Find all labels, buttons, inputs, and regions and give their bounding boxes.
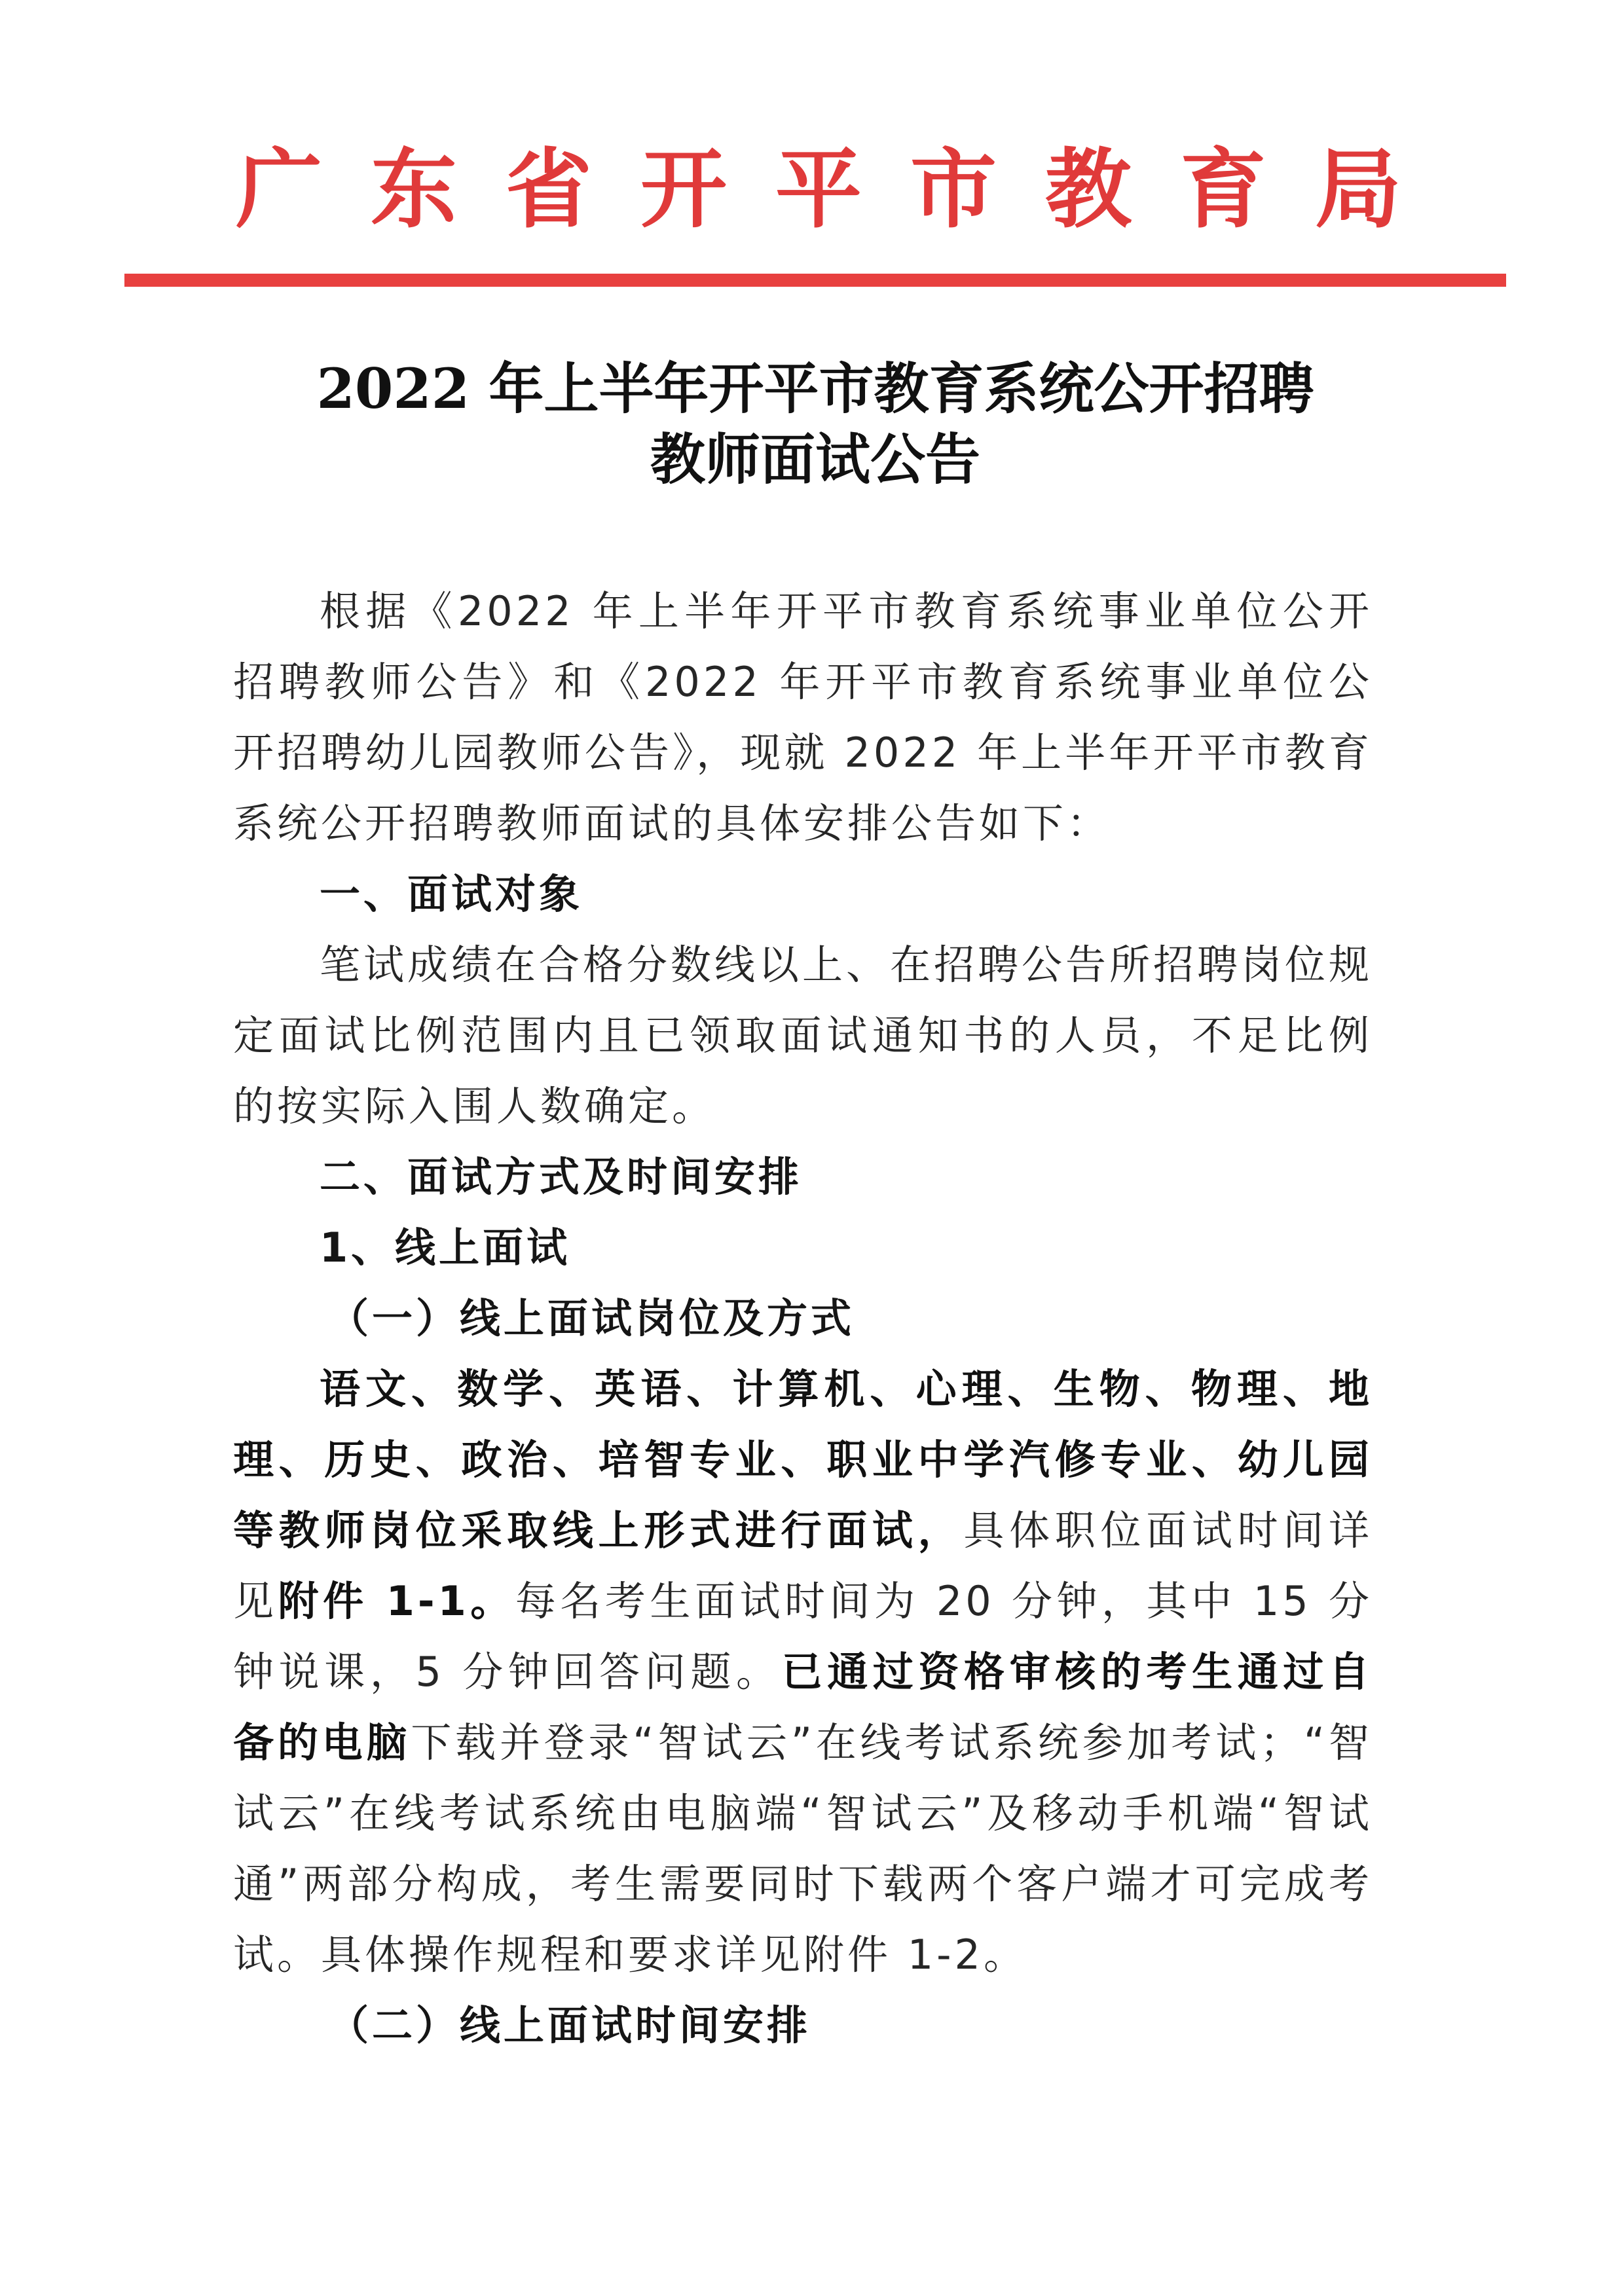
- document-title: [124, 354, 1506, 495]
- org-char: 省: [506, 139, 592, 240]
- duration-text: 每名考生面试时间为 20 分钟，其中 15 分钟说课，5 分钟回答问题。: [233, 1577, 1373, 1696]
- subsection-online-interview: 1、线上面试: [320, 1224, 571, 1271]
- system-instructions-text: 下载并登录“智试云”在线考试系统参加考试；“智试云”在线考试系统由电脑端“智试云”及移动手机端“智试通”两部分构成，考生需要同时下载两个客户端才可完成考试。具体操作规程和要求详见附件 1-2。: [233, 1719, 1373, 1978]
- title-line-1: 2022 年上半年开平市教育系统公开招聘: [316, 356, 1314, 421]
- org-char: 东: [371, 139, 457, 240]
- org-char: 广: [236, 139, 322, 240]
- org-char: 教: [1045, 139, 1132, 240]
- online-interview-paragraph: [233, 1354, 1373, 1990]
- section-1-heading: 一、面试对象: [320, 870, 583, 918]
- intro-paragraph: 根据《2022 年上半年开平市教育系统事业单位公开招聘教师公告》和《2022 年开平市教育系统事业单位公开招聘幼儿园教师公告》，现就 2022 年上半年开平市教育系统公开招聘教师面试的具体安排公告如下：: [233, 587, 1373, 847]
- attachment-reference: 附件 1-1。: [278, 1577, 515, 1625]
- title-line-2: 教师面试公告: [650, 427, 980, 492]
- subsection-online-schedule: （二）线上面试时间安排: [328, 2001, 811, 2049]
- issuing-organization-header: [236, 137, 1401, 242]
- document-body: [233, 576, 1373, 2061]
- bold-device-text: 已通过资格审核的考生通过自备的电脑: [233, 1648, 1373, 1766]
- header-divider: [124, 274, 1506, 287]
- org-char: 平: [775, 139, 862, 240]
- schedule-reference-text: 具体职位面试时间详见: [233, 1506, 1373, 1625]
- subsection-online-positions: （一）线上面试岗位及方式: [328, 1294, 855, 1342]
- section-1-paragraph: 笔试成绩在合格分数线以上、在招聘公告所招聘岗位规定面试比例范围内且已领取面试通知书的人员，不足比例的按实际入围人数确定。: [233, 941, 1373, 1130]
- bold-positions-text: 语文、数学、英语、计算机、心理、生物、物理、地理、历史、政治、培智专业、职业中学汽修专业、幼儿园等教师岗位采取线上形式进行面试，: [233, 1365, 1373, 1554]
- org-char: 育: [1180, 139, 1266, 240]
- org-char: 开: [640, 139, 727, 240]
- section-2-heading: 二、面试方式及时间安排: [320, 1153, 803, 1201]
- org-char: 市: [910, 139, 997, 240]
- org-char: 局: [1315, 139, 1401, 240]
